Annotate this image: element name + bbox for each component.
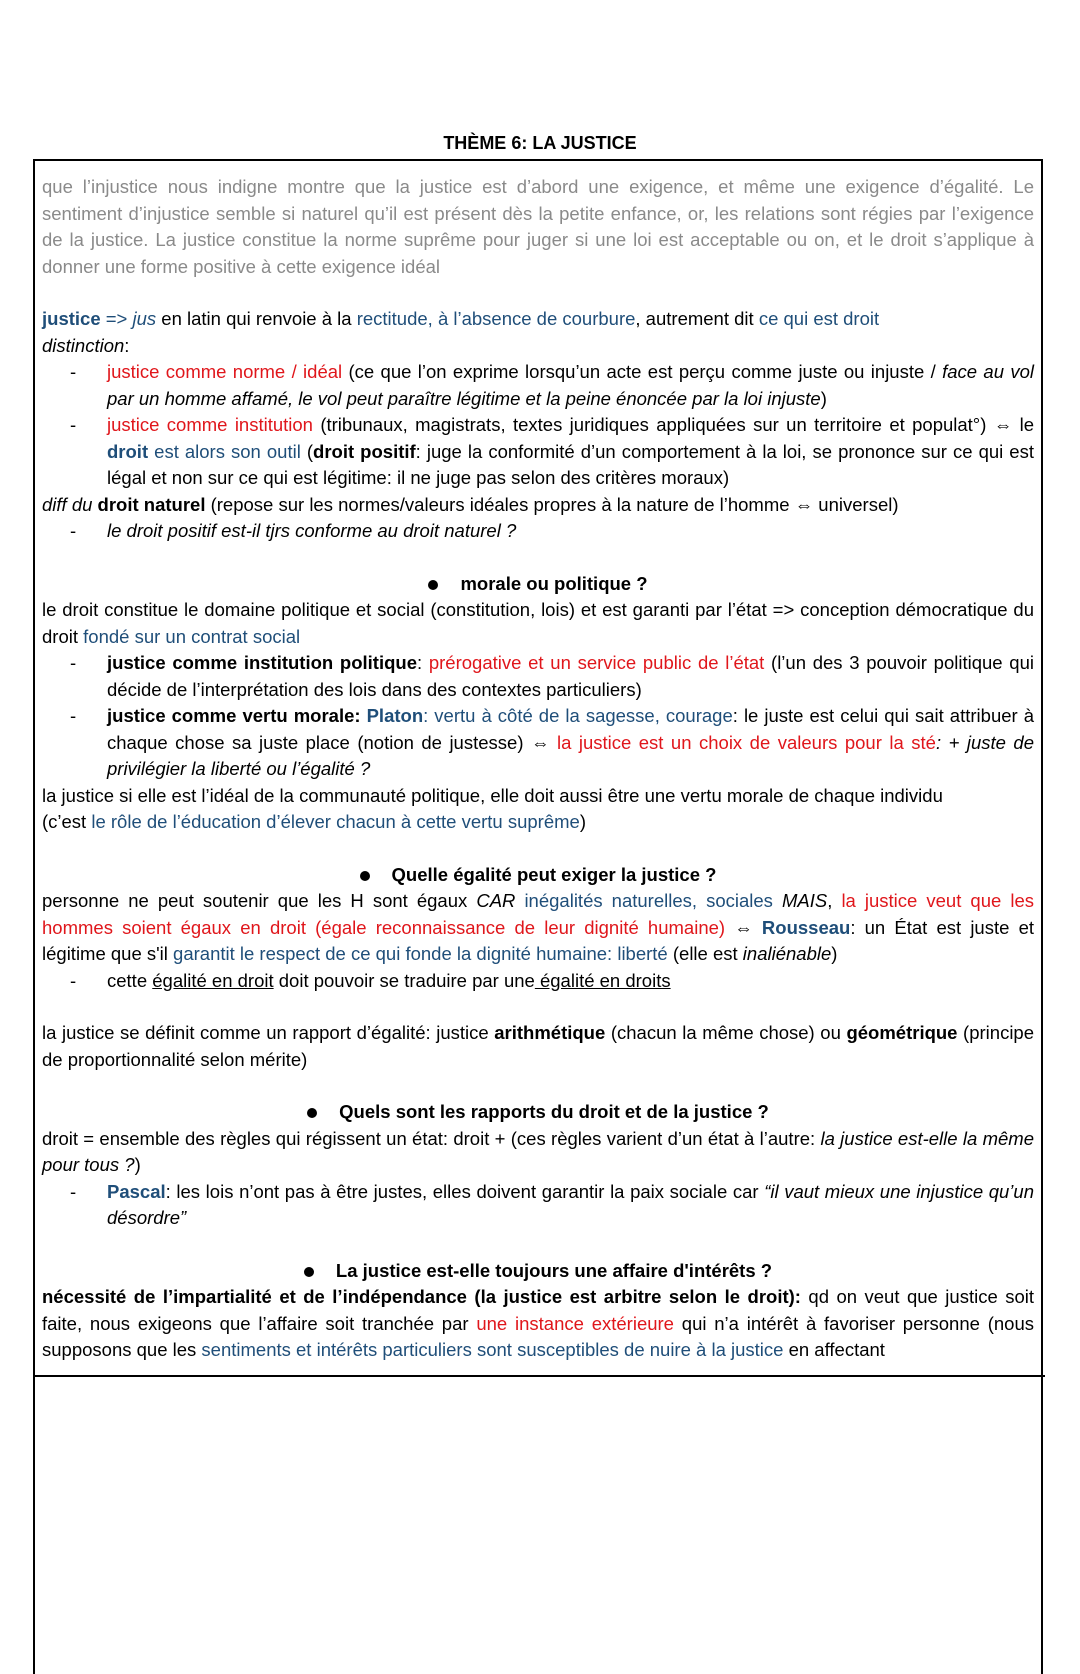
distinction-line: distinction: [42,334,130,356]
list-item: - justice comme institution politique: prérogative et un service public de l’état (l’un des 3 pouvoir politique qui décide de l’interprétation des lois dans des contextes particuliers) [70,652,1034,700]
paragraph: nécessité de l’impartialité et de l’indépendance (la justice est arbitre selon le droit): qd on veut que justice soit faite, nous exigeons que l’affaire soit tranchée par une instance extérieure qui n’a intérêt à favoriser personne (nous supposons que les sentiments et intérêts particuliers sont susceptibles de nuire à la justice en affectant [42,1286,1034,1360]
bullet-icon [360,871,370,881]
notes-body [42,174,1034,1364]
paragraph: droit = ensemble des règles qui régissent un état: droit + (ces règles varient d’un état à l’autre: la justice est-elle la même pour tous ?) [42,1127,1034,1175]
list-item: - justice comme institution (tribunaux, magistrats, textes juridiques appliquées sur un territoire et populat°) ⇔ le droit est alors son outil (droit positif: juge la conformité d’un comportement à la loi, se prononce sur ce qui est légal et non sur ce qui est légitime: il ne juge pas selon des critères moraux) [70,414,1034,488]
paragraph: la justice si elle est l’idéal de la communauté politique, elle doit aussi être une vertu morale de chaque individu [42,784,943,806]
etymology-line: justice => jus en latin qui renvoie à la rectitude, à l’absence de courbure, autrement dit ce qui est droit [42,308,880,329]
section-heading: morale ou politique ? [42,571,1034,598]
list-item: - cette égalité en droit doit pouvoir se traduire par une égalité en droits [70,969,671,991]
intro-paragraph: que l’injustice nous indigne montre que la justice est d’abord une exigence, et même une exigence d’égalité. Le sentiment d’injustice semble si naturel qu’il est présent dès la petite enfance, or, les relations sont régies par l’exigence de la justice. La justice constitue la norme suprême pour juger si une loi est acceptable ou on, et le droit s’applique à donner une forme positive à cette exigence idéal [42,176,1034,277]
list-item: - justice comme vertu morale: Platon: vertu à côté de la sagesse, courage: le juste est celui qui sait attribuer à chaque chose sa juste place (notion de justesse) ⇔ la justice est un choix de valeurs pour la sté: + juste de privilégier la liberté ou l’égalité ? [70,705,1034,779]
list-item: - Pascal: les lois n’ont pas à être justes, elles doivent garantir la paix sociale car “il vaut mieux une injustice qu’un désordre” [70,1180,1034,1228]
term-justice: justice [42,308,101,329]
paragraph: la justice se définit comme un rapport d’égalité: justice arithmétique (chacun la même chose) ou géométrique (principe de proportionnalité selon mérite) [42,1022,1035,1070]
bullet-icon [304,1267,314,1277]
list-item: - justice comme norme / idéal (ce que l’on exprime lorsqu’un acte est perçu comme juste ou injuste / face au vol par un homme affamé, le vol peut paraître légitime et la peine énoncée par la loi injuste) [70,361,1034,409]
list-item: - le droit positif est-il tjrs conforme au droit naturel ? [70,520,517,541]
paragraph: (c’est le rôle de l’éducation d’élever chacun à cette vertu suprême) [42,811,586,832]
section-heading: La justice est-elle toujours une affaire d'intérêts ? [42,1258,1034,1285]
paragraph: personne ne peut soutenir que les H sont égaux CAR inégalités naturelles, sociales MAIS, la justice veut que les hommes soient égaux en droit (égale reconnaissance de leur dignité humaine) ⇔ Rousseau: un État est juste et légitime que s'il garantit le respect de ce qui fonde la dignité humaine: liberté (elle est inaliénable) [42,890,1034,964]
paragraph: le droit constitue le domaine politique et social (constitution, lois) et est garanti par l’état => conception démocratique du droit fondé sur un contrat social [42,599,1034,647]
bullet-icon [428,580,438,590]
section-heading: Quelle égalité peut exiger la justice ? [42,862,1034,889]
bullet-icon [307,1108,317,1118]
page-title: THÈME 6: LA JUSTICE [443,133,637,153]
natural-law-line: diff du droit naturel (repose sur les normes/valeurs idéales propres à la nature de l’homme ⇔ universel) [42,493,899,515]
section-heading: Quels sont les rapports du droit et de la justice ? [42,1099,1034,1126]
frame-bottom-border [33,1375,1045,1377]
